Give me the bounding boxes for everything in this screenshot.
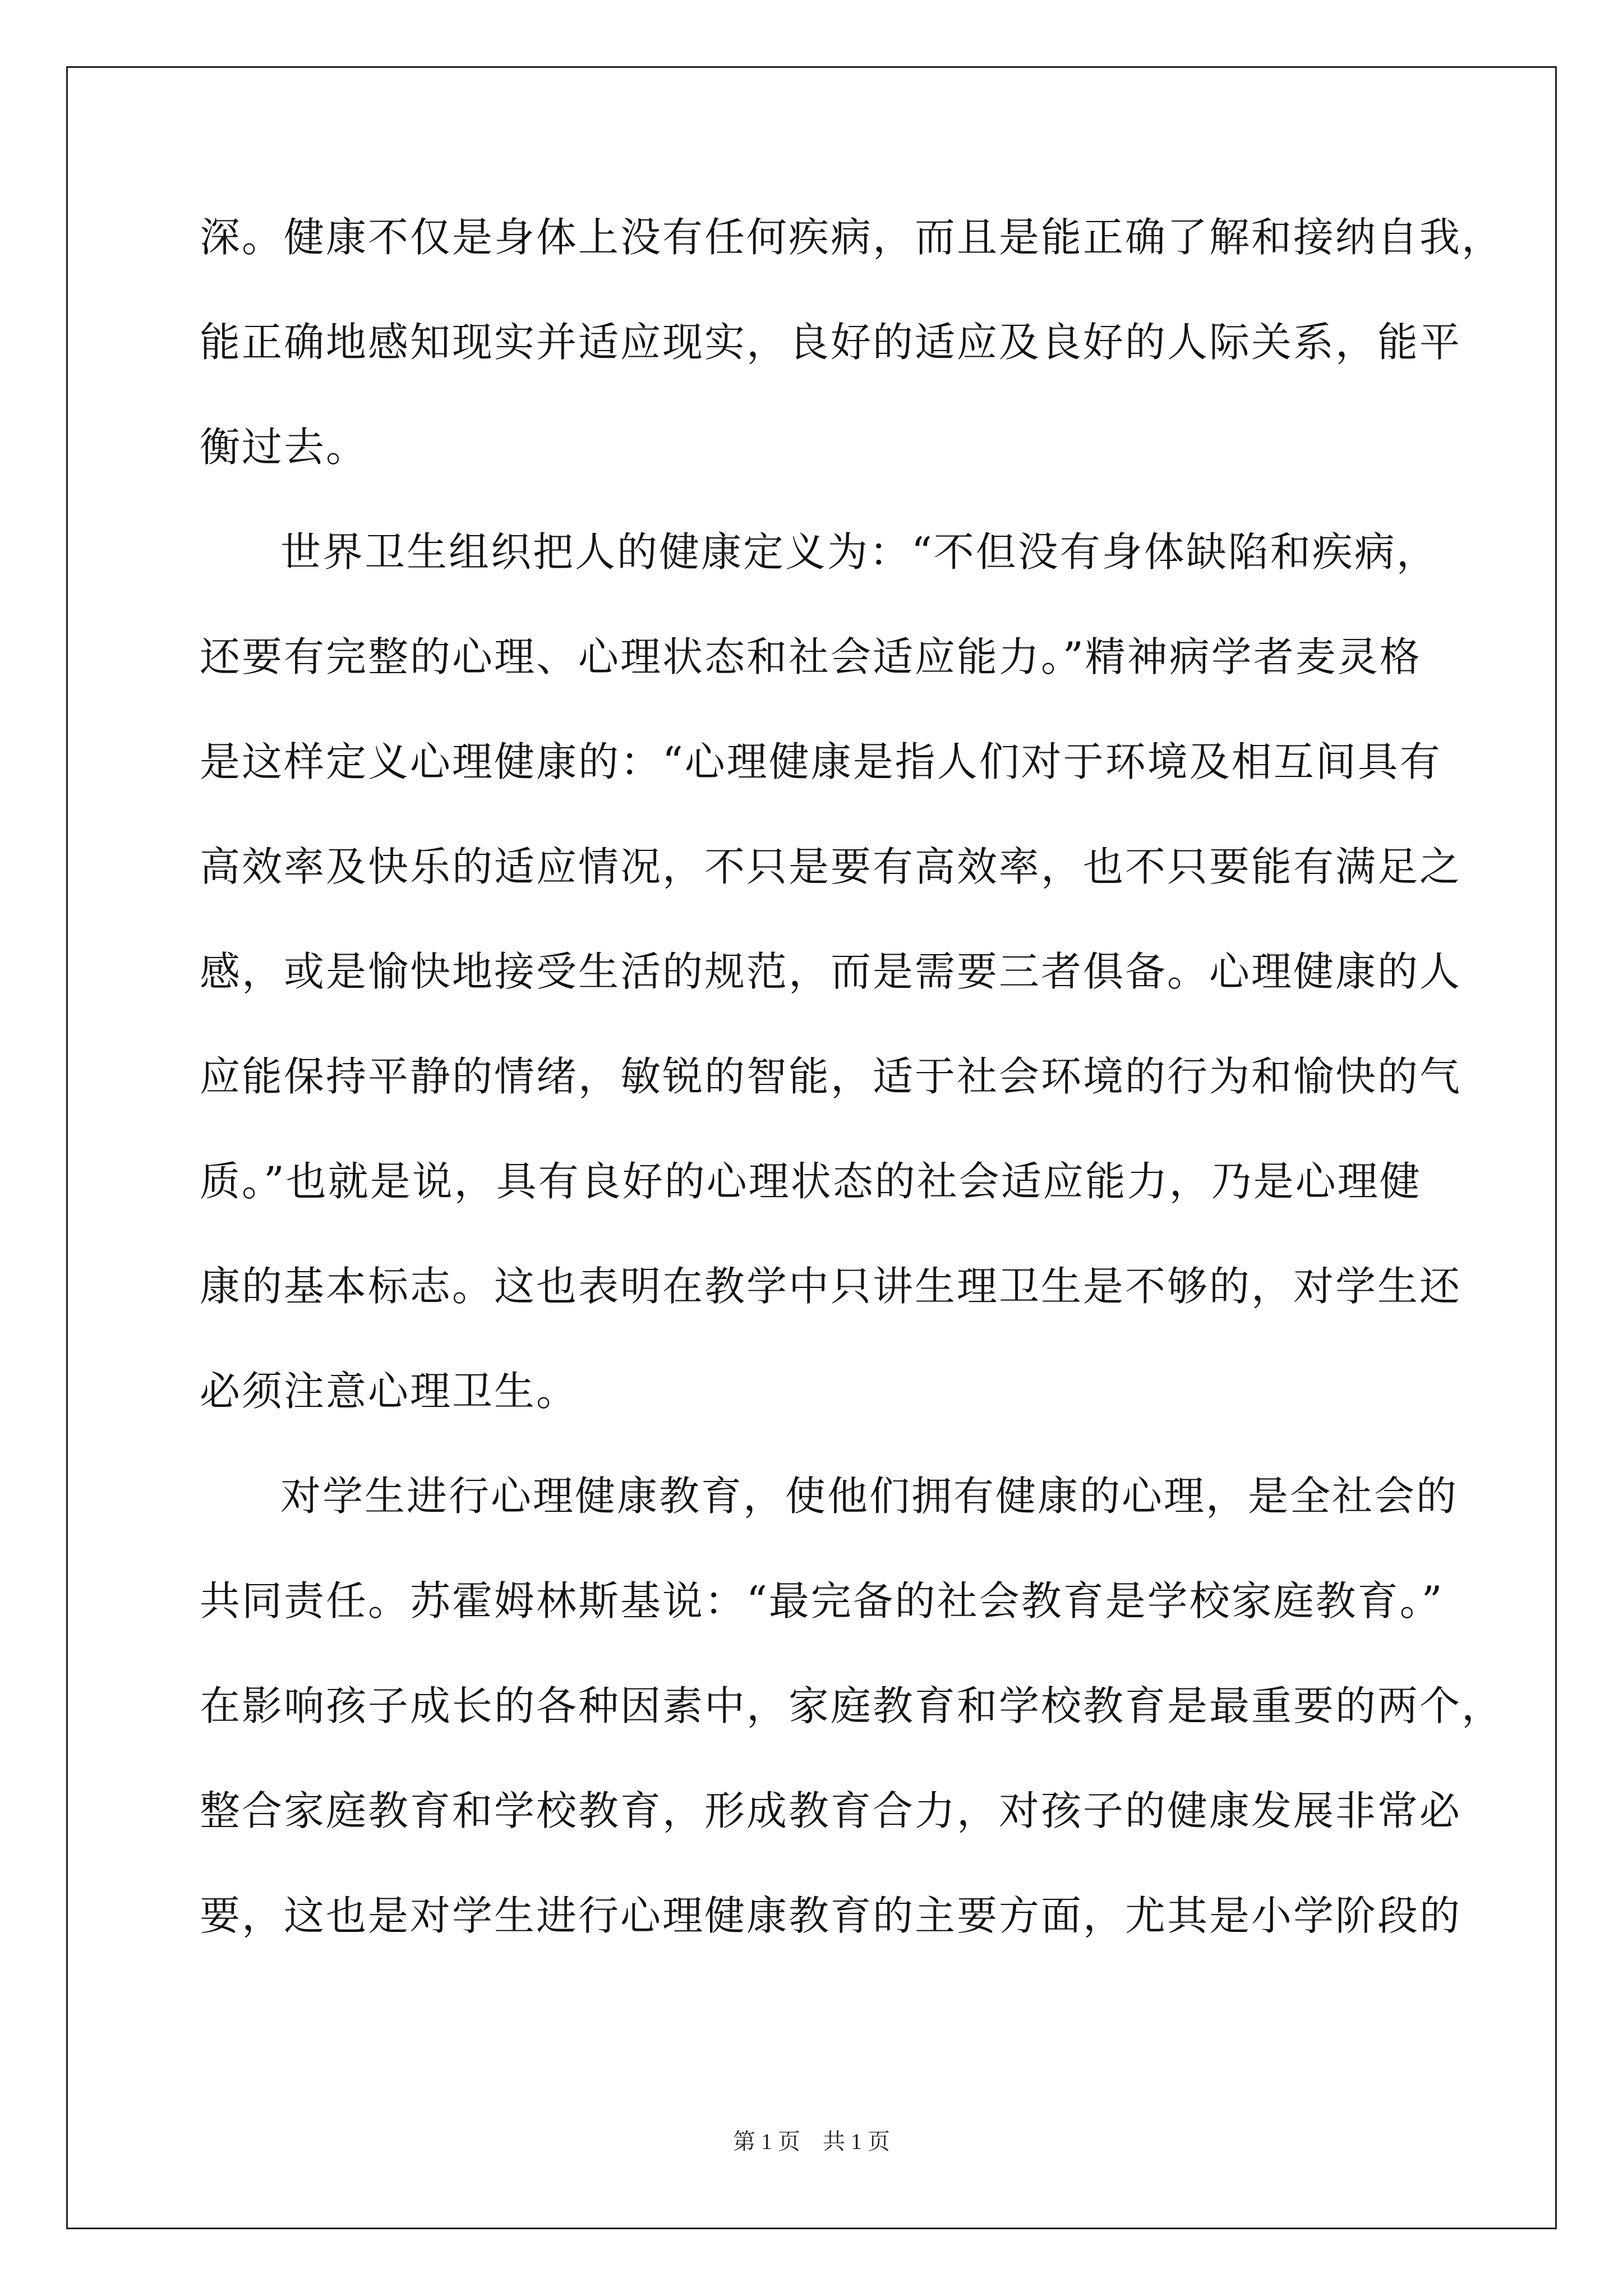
document-body <box>200 185 1504 1968</box>
text-line: 能正确地感知现实并适应现实，良好的适应及良好的人际关系，能平 <box>200 319 1462 366</box>
text-line: 必须注意心理卫生。 <box>200 1368 579 1415</box>
paragraph-first-line: 世界卫生组织把人的健康定义为：“不但没有身体缺陷和疾病， <box>280 528 1438 576</box>
text-line: 高效率及快乐的适应情况，不只是要有高效率，也不只要能有满足之 <box>200 843 1462 890</box>
text-line: 衡过去。 <box>200 424 368 471</box>
paragraph-first-line: 对学生进行心理健康教育，使他们拥有健康的心理，是全社会的 <box>280 1473 1459 1520</box>
text-line: 共同责任。苏霍姆林斯基说：“最完备的社会教育是学校家庭教育。” <box>200 1577 1444 1625</box>
text-line: 感，或是愉快地接受生活的规范，而是需要三者俱备。心理健康的人 <box>200 948 1462 995</box>
text-line: 整合家庭教育和学校教育，形成教育合力，对孩子的健康发展非常必 <box>200 1787 1462 1834</box>
page-number-footer: 第 1 页 共 1 页 <box>733 2129 890 2154</box>
text-line: 在影响孩子成长的各种因素中，家庭教育和学校教育是最重要的两个， <box>200 1682 1504 1729</box>
text-line: 应能保持平静的情绪，敏锐的智能，适于社会环境的行为和愉快的气 <box>200 1053 1462 1100</box>
text-line: 康的基本标志。这也表明在教学中只讲生理卫生是不够的，对学生还 <box>200 1263 1462 1310</box>
text-line: 是这样定义心理健康的：“心理健康是指人们对于环境及相互间具有 <box>200 738 1442 785</box>
text-line: 深。健康不仅是身体上没有任何疾病，而且是能正确了解和接纳自我， <box>200 214 1504 261</box>
text-line: 质。”也就是说，具有良好的心理状态的社会适应能力，乃是心理健 <box>200 1158 1422 1205</box>
text-line: 还要有完整的心理、心理状态和社会适应能力。”精神病学者麦灵格 <box>200 633 1422 680</box>
text-line: 要，这也是对学生进行心理健康教育的主要方面，尤其是小学阶段的 <box>200 1892 1462 1939</box>
